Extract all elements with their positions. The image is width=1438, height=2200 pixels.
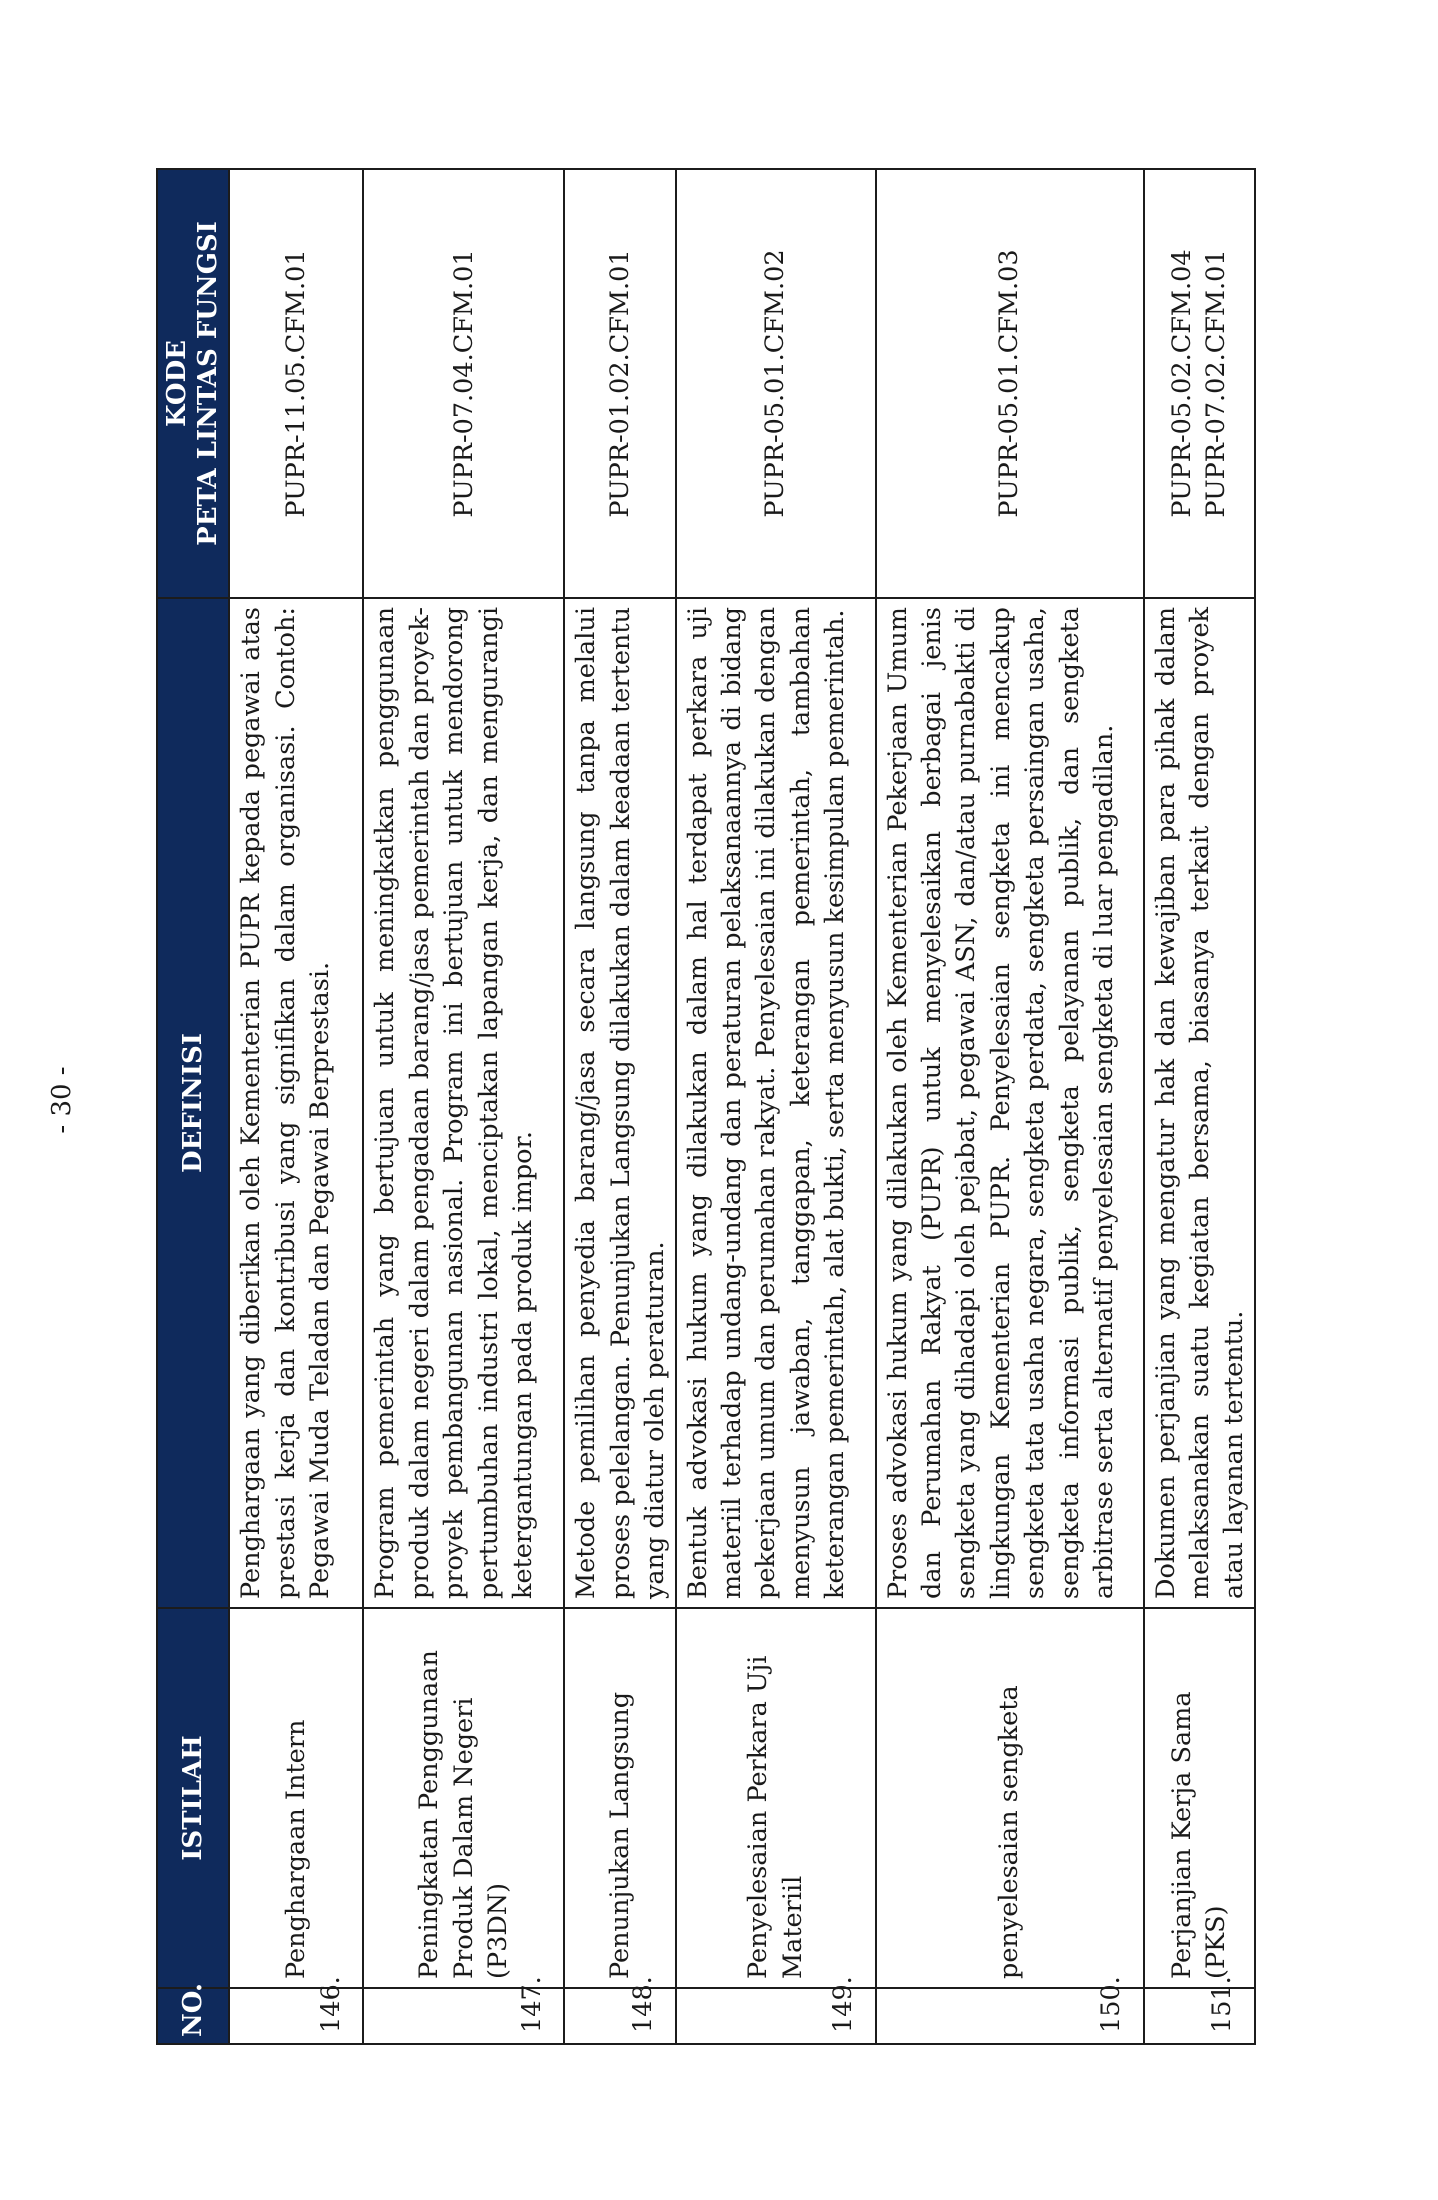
row-code xyxy=(564,169,675,598)
table-row xyxy=(676,169,876,2044)
row-code xyxy=(1144,169,1255,598)
row-code-line: PUPR-05.01.CFM.03 xyxy=(994,249,1025,518)
row-number: 148. xyxy=(564,1988,675,2044)
row-code xyxy=(676,169,876,598)
table-row xyxy=(363,169,564,2044)
row-definition: Penghargaan yang diberikan oleh Kementerian PUPR kepada pegawai atas prestasi kerja dan kontribusi yang signifikan dalam organisasi. Contoh: Pegawai Muda Teladan dan Pegawai Berprestasi. xyxy=(229,598,363,1608)
row-term: Penyelesaian Perkara Uji Materiil xyxy=(676,1608,876,1988)
row-definition: Program pemerintah yang bertujuan untuk meningkatkan penggunaan produk dalam negeri dalam pengadaan barang/jasa pemerintah dan proyek-proyek pembangunan nasional. Program ini bertujuan untuk mendorong pertumbuhan industri lokal, menciptakan lapangan kerja, dan mengurangi ketergantungan pada produk impor. xyxy=(363,598,564,1608)
header-definition: DEFINISI xyxy=(157,598,229,1608)
header-term: ISTILAH xyxy=(157,1608,229,1988)
row-number: 147. xyxy=(363,1988,564,2044)
table-row xyxy=(229,169,363,2044)
glossary-table xyxy=(156,168,1256,2045)
row-number: 149. xyxy=(676,1988,876,2044)
row-code xyxy=(229,169,363,598)
header-row xyxy=(157,169,229,2044)
row-code-line: PUPR-01.02.CFM.01 xyxy=(604,249,635,518)
header-code xyxy=(157,169,229,598)
rotated-table-wrapper xyxy=(156,170,1250,2045)
row-code xyxy=(363,169,564,598)
row-code-line: PUPR-05.02.CFM.04 xyxy=(1166,249,1197,518)
row-code-line: PUPR-07.04.CFM.01 xyxy=(448,249,479,518)
row-number: 146. xyxy=(229,1988,363,2044)
table-row xyxy=(1144,169,1255,2044)
table-row xyxy=(564,169,675,2044)
row-definition: Proses advokasi hukum yang dilakukan oleh Kementerian Pekerjaan Umum dan Perumahan Rakyat (PUPR) untuk menyelesaikan berbagai jenis sengketa yang dihadapi oleh pejabat, pegawai ASN, dan/atau purnabakti di lingkungan Kementerian PUPR. Penyelesaian sengketa ini mencakup sengketa tata usaha negara, sengketa perdata, sengketa persaingan usaha, sengketa informasi publik, sengketa pelayanan publik, dan sengketa arbitrase serta alternatif penyelesaian sengketa di luar pengadilan. xyxy=(876,598,1144,1608)
row-term: penyelesaian sengketa xyxy=(876,1608,1144,1988)
row-term: Penunjukan Langsung xyxy=(564,1608,675,1988)
row-definition: Dokumen perjanjian yang mengatur hak dan kewajiban para pihak dalam melaksanakan suatu kegiatan bersama, biasanya terkait dengan proyek atau layanan tertentu. xyxy=(1144,598,1255,1608)
row-code-line: PUPR-07.02.CFM.01 xyxy=(1201,249,1232,518)
table-row xyxy=(876,169,1144,2044)
row-code-line: PUPR-11.05.CFM.01 xyxy=(281,249,312,518)
row-number: 151. xyxy=(1144,1988,1255,2044)
header-no: NO. xyxy=(157,1988,229,2044)
row-term: Peningkatan Penggunaan Produk Dalam Negeri (P3DN) xyxy=(363,1608,564,1988)
row-term: Perjanjian Kerja Sama (PKS) xyxy=(1144,1608,1255,1988)
header-code-line2: PETA LINTAS FUNGSI xyxy=(193,221,224,546)
row-number: 150. xyxy=(876,1988,1144,2044)
row-term: Penghargaan Intern xyxy=(229,1608,363,1988)
row-code xyxy=(876,169,1144,598)
row-code-line: PUPR-05.01.CFM.02 xyxy=(760,249,791,518)
row-definition: Metode pemilihan penyedia barang/jasa secara langsung tanpa melalui proses pelelangan. Penunjukan Langsung dilakukan dalam keadaan tertentu yang diatur oleh peraturan. xyxy=(564,598,675,1608)
row-definition: Bentuk advokasi hukum yang dilakukan dalam hal terdapat perkara uji materiil terhadap undang-undang dan peraturan pelaksanaannya di bidang pekerjaan umum dan perumahan rakyat. Penyelesaian ini dilakukan dengan menyusun jawaban, tanggapan, keterangan pemerintah, tambahan keterangan pemerintah, alat bukti, serta menyusun kesimpulan pemerintah. xyxy=(676,598,876,1608)
page-number: - 30 - xyxy=(47,1066,77,1134)
header-code-line1: KODE xyxy=(162,340,192,427)
